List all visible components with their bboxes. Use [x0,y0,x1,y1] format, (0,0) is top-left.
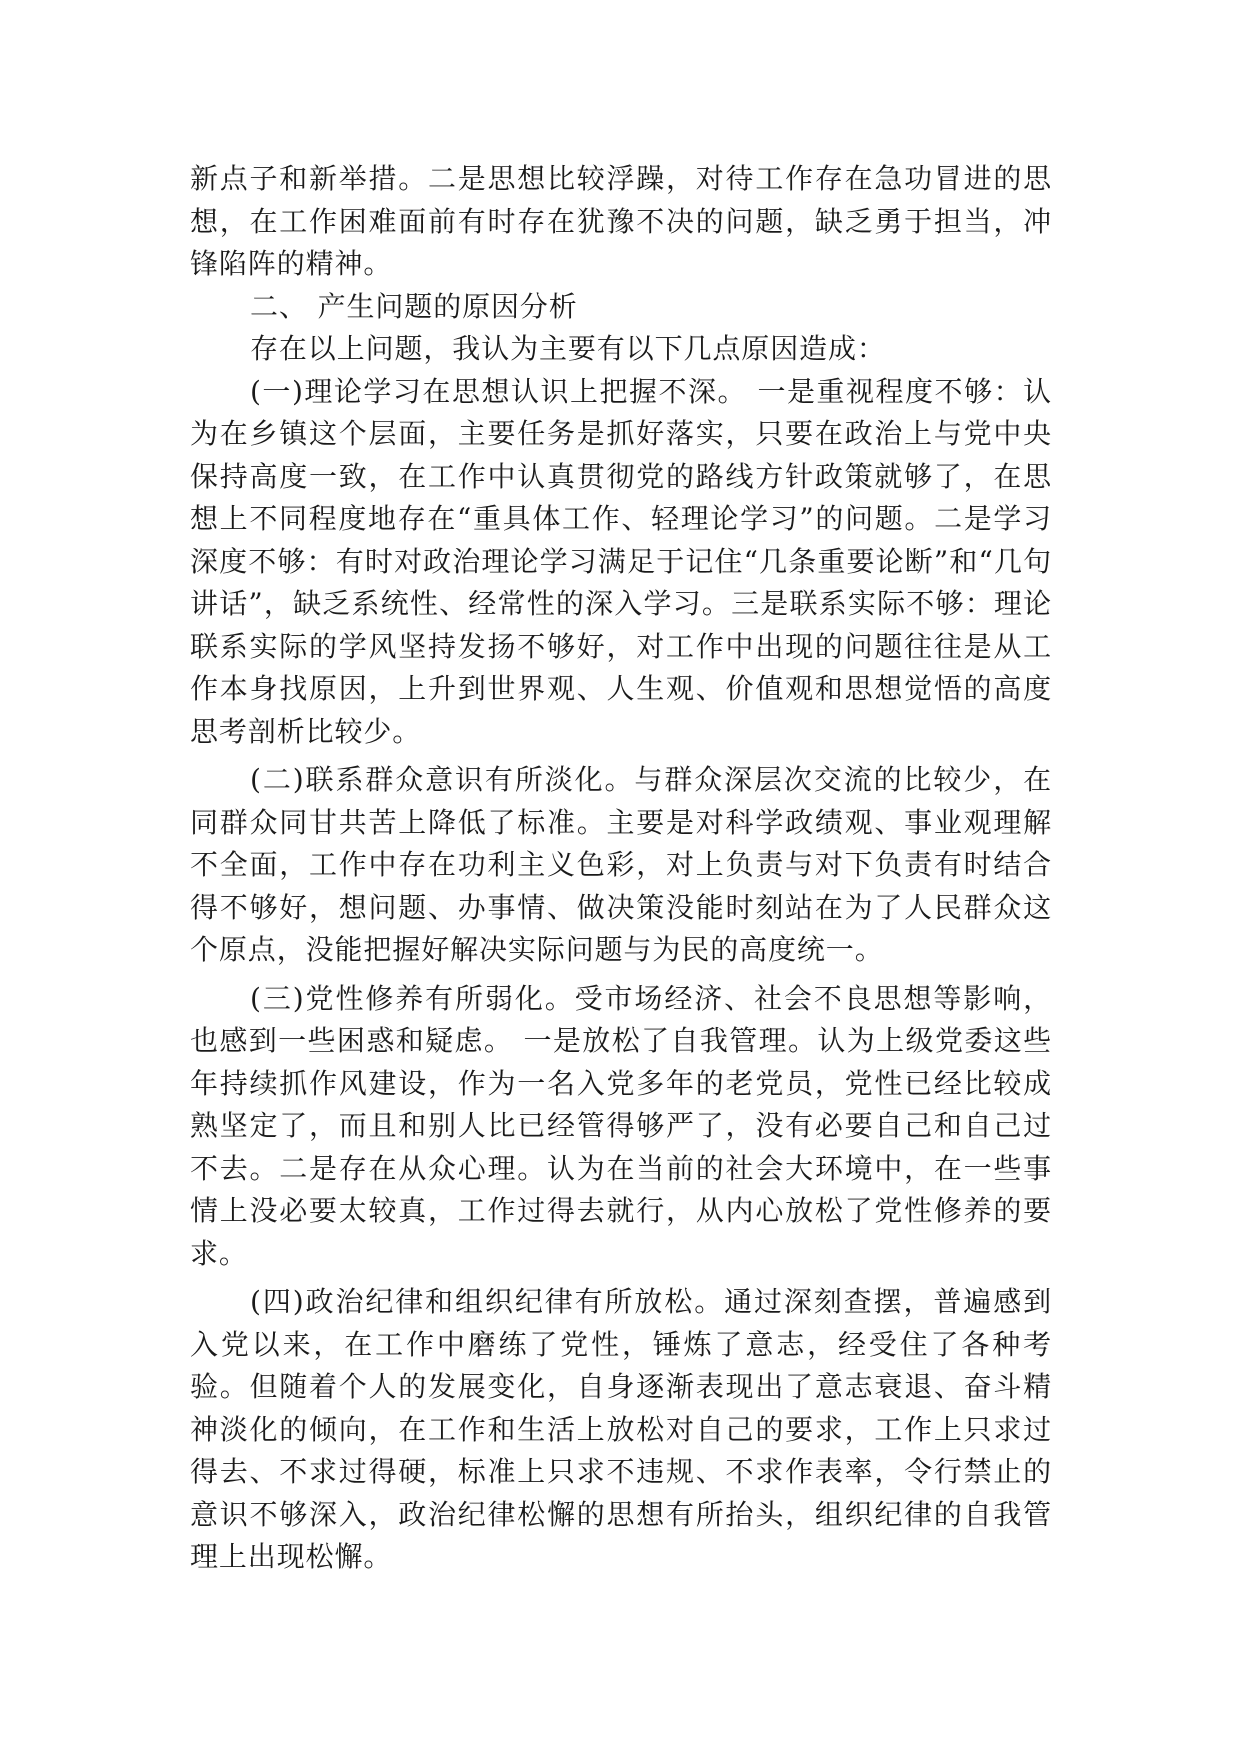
paragraph-intro: 存在以上问题，我认为主要有以下几点原因造成： [250,332,886,365]
paragraph-continuation: 新点子和新举措。二是思想比较浮躁，对待工作存在急功冒进的思想，在工作困难面前有时存在犹豫不决的问题，缺乏勇于担当，冲锋陷阵的精神。 [190,162,1052,280]
paragraph-party-spirit: (三)党性修养有所弱化。受市场经济、社会不良思想等影响，也感到一些困惑和疑虑。 一是放松了自我管理。认为上级党委这些年持续抓作风建设，作为一名入党多年的老党员，党性已经比较成熟坚定了，而且和别人比已经管得够严了，没有必要自己和自己过不去。二是存在从众心理。认为在当前的社会大环境中，在一些事情上没必要太较真，工作过得去就行，从内心放松了党性修养的要求。 [190,981,1052,1270]
paragraph-discipline: (四)政治纪律和组织纪律有所放松。通过深刻查摆，普遍感到入党以来，在工作中磨练了党性，锤炼了意志，经受住了各种考验。但随着个人的发展变化，自身逐渐表现出了意志衰退、奋斗精神淡化的倾向，在工作和生活上放松对自己的要求，工作上只求过得去、不求过得硬，标准上只求不违规、不求作表率，令行禁止的意识不够深入，政治纪律松懈的思想有所抬头，组织纪律的自我管理上出现松懈。 [190,1285,1052,1573]
section-heading-cause-analysis: 二、 产生问题的原因分析 [250,289,578,323]
paragraph-mass-contact: (二)联系群众意识有所淡化。与群众深层次交流的比较少，在同群众同甘共苦上降低了标准。主要是对科学政绩观、事业观理解不全面，工作中存在功利主义色彩，对上负责与对下负责有时结合得不够好，想问题、办事情、做决策没能时刻站在为了人民群众这个原点，没能把握好解决实际问题与为民的高度统一。 [190,763,1052,966]
paragraph-theory-study: (一)理论学习在思想认识上把握不深。 一是重视程度不够：认为在乡镇这个层面，主要任务是抓好落实，只要在政治上与党中央保持高度一致，在工作中认真贯彻党的路线方针政策就够了，在思想上不同程度地存在“重具体工作、轻理论学习”的问题。二是学习深度不够：有时对政治理论学习满足于记住“几条重要论断”和“几句讲话”，缺乏系统性、经常性的深入学习。三是联系实际不够：理论联系实际的学风坚持发扬不够好，对工作中出现的问题往往是从工作本身找原因，上升到世界观、人生观、价值观和思想觉悟的高度思考剖析比较少。 [190,374,1052,748]
document-page [190,158,1052,1579]
